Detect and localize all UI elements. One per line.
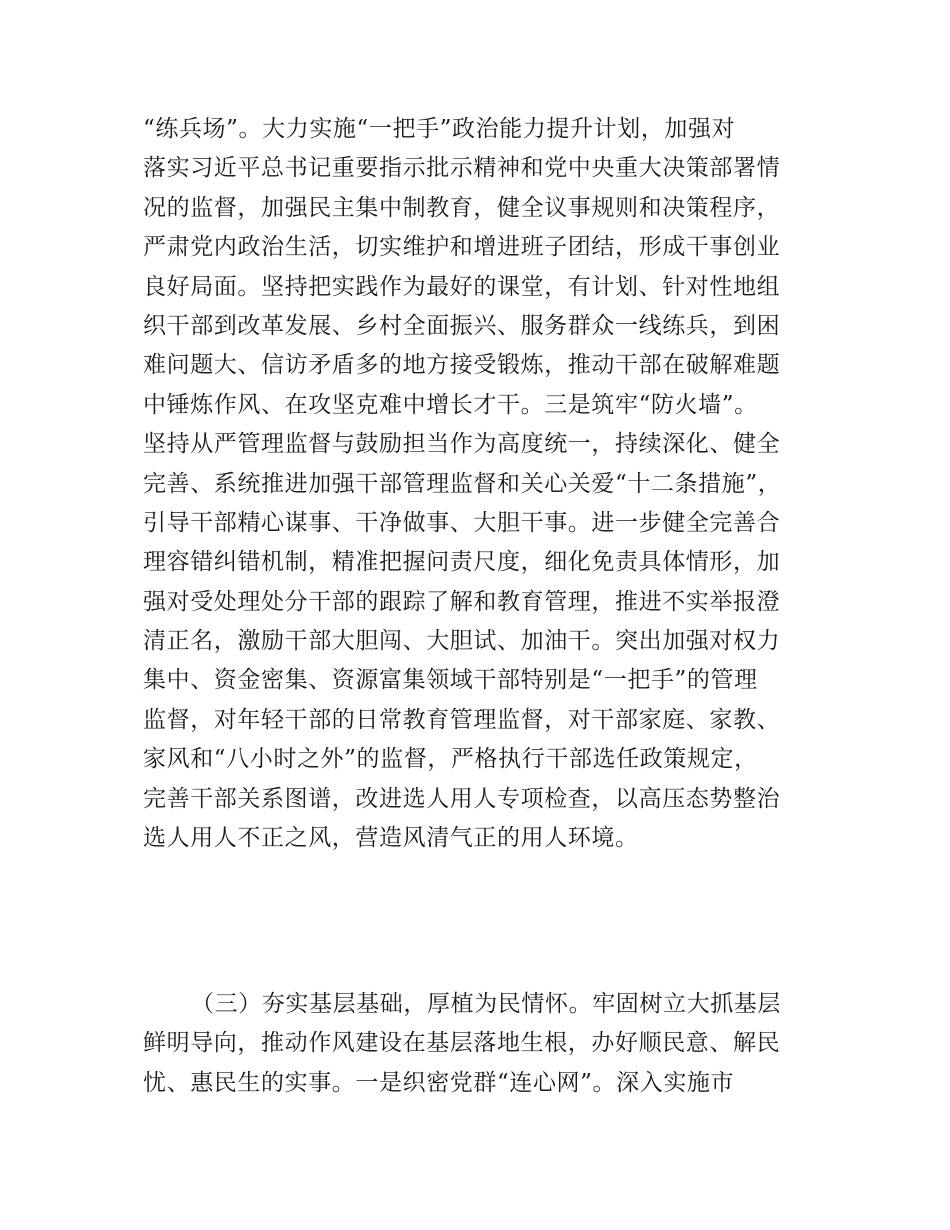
text-line: 完善干部关系图谱，改进选人用人专项检查，以高压态势整治 [143, 785, 781, 812]
text-line: 集中、资金密集、资源富集领域干部特别是“一把手”的管理 [143, 667, 758, 694]
text-line: 严肃党内政治生活，切实维护和增进班子团结，形成干事创业 [143, 234, 781, 261]
text-line: 鲜明导向，推动作风建设在基层落地生根，办好顺民意、解民 [143, 1030, 781, 1057]
text-line: “练兵场”。大力实施“一把手”政治能力提升计划，加强对 [143, 116, 736, 142]
text-line: 织干部到改革发展、乡村全面振兴、服务群众一线练兵，到困 [143, 312, 781, 339]
text-line: 难问题大、信访矛盾多的地方接受锻炼，推动干部在破解难题 [143, 352, 781, 379]
text-line: 况的监督，加强民主集中制教育，健全议事规则和决策程序， [143, 194, 781, 221]
paragraph-cadre-supervision [143, 110, 813, 858]
text-line: 清正名，激励干部大胆闯、大胆试、加油干。突出加强对权力 [143, 628, 781, 655]
text-line: 坚持从严管理监督与鼓励担当作为高度统一，持续深化、健全 [143, 431, 781, 458]
text-line: 强对受处理处分干部的跟踪了解和教育管理，推进不实举报澄 [143, 588, 781, 615]
text-line: 忧、惠民生的实事。一是织密党群“连心网”。深入实施市 [143, 1069, 735, 1096]
paragraph-grassroots [143, 985, 813, 1103]
text-line: 理容错纠错机制，精准把握问责尺度，细化免责具体情形，加 [143, 549, 781, 576]
text-line: 监督，对年轻干部的日常教育管理监督，对干部家庭、家教、 [143, 706, 781, 733]
section-heading-line: （三）夯实基层基础，厚植为民情怀。牢固树立大抓基层 [191, 991, 781, 1017]
text-line: 良好局面。坚持把实践作为最好的课堂，有计划、针对性地组 [143, 273, 781, 300]
text-line: 家风和“八小时之外”的监督，严格执行干部选任政策规定， [143, 746, 758, 773]
text-line: 引导干部精心谋事、干净做事、大胆干事。进一步健全完善合 [143, 509, 781, 536]
text-line: 中锤炼作风、在攻坚克难中增长才干。三是筑牢“防火墙”。 [143, 391, 758, 418]
text-line: 选人用人不正之风，营造风清气正的用人环境。 [143, 825, 639, 852]
text-line: 完善、系统推进加强干部管理监督和关心关爱“十二条措施”， [143, 470, 782, 497]
text-line: 落实习近平总书记重要指示批示精神和党中央重大决策部署情 [143, 155, 781, 182]
